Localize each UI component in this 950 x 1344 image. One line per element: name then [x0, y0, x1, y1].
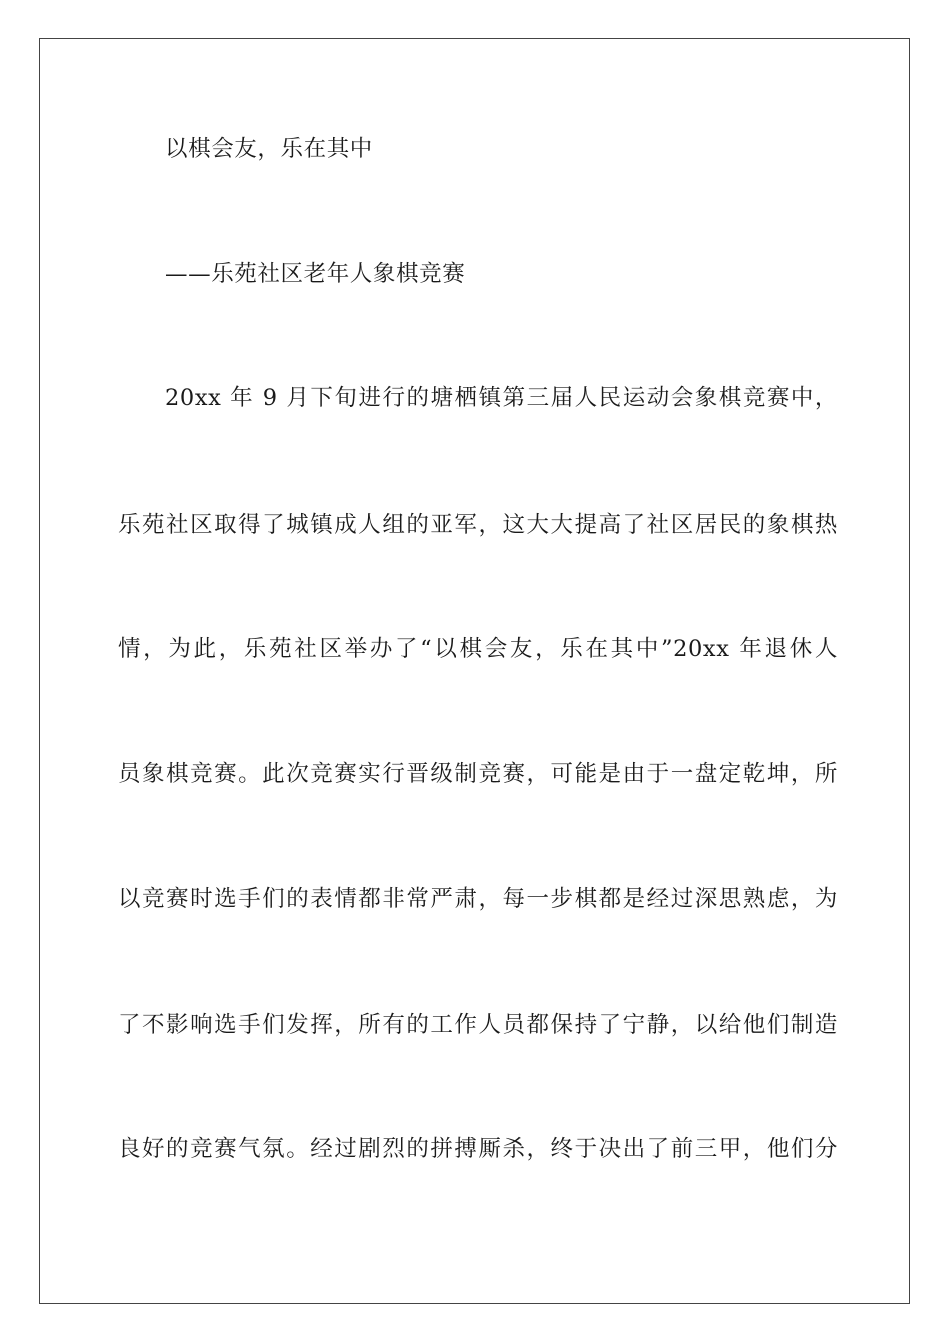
paragraph-line-7: 良好的竞赛气氛。经过剧烈的拼搏厮杀，终于决出了前三甲，他们分 [118, 1136, 838, 1162]
page-border [39, 38, 910, 1304]
paragraph-line-3: 情，为此，乐苑社区举办了“以棋会友，乐在其中”20xx 年退休人 [118, 636, 838, 662]
paragraph-line-1: 20xx 年 9 月下旬进行的塘栖镇第三届人民运动会象棋竞赛中， [165, 385, 838, 411]
paragraph-line-5: 以竞赛时选手们的表情都非常严肃，每一步棋都是经过深思熟虑，为 [118, 886, 838, 912]
paragraph-line-6: 了不影响选手们发挥，所有的工作人员都保持了宁静，以给他们制造 [118, 1012, 838, 1038]
document-subtitle: ——乐苑社区老年人象棋竞赛 [165, 261, 466, 287]
paragraph-line-2: 乐苑社区取得了城镇成人组的亚军，这大大提高了社区居民的象棋热 [118, 512, 838, 538]
document-title: 以棋会友，乐在其中 [165, 136, 373, 162]
paragraph-line-4: 员象棋竞赛。此次竞赛实行晋级制竞赛，可能是由于一盘定乾坤，所 [118, 761, 838, 787]
